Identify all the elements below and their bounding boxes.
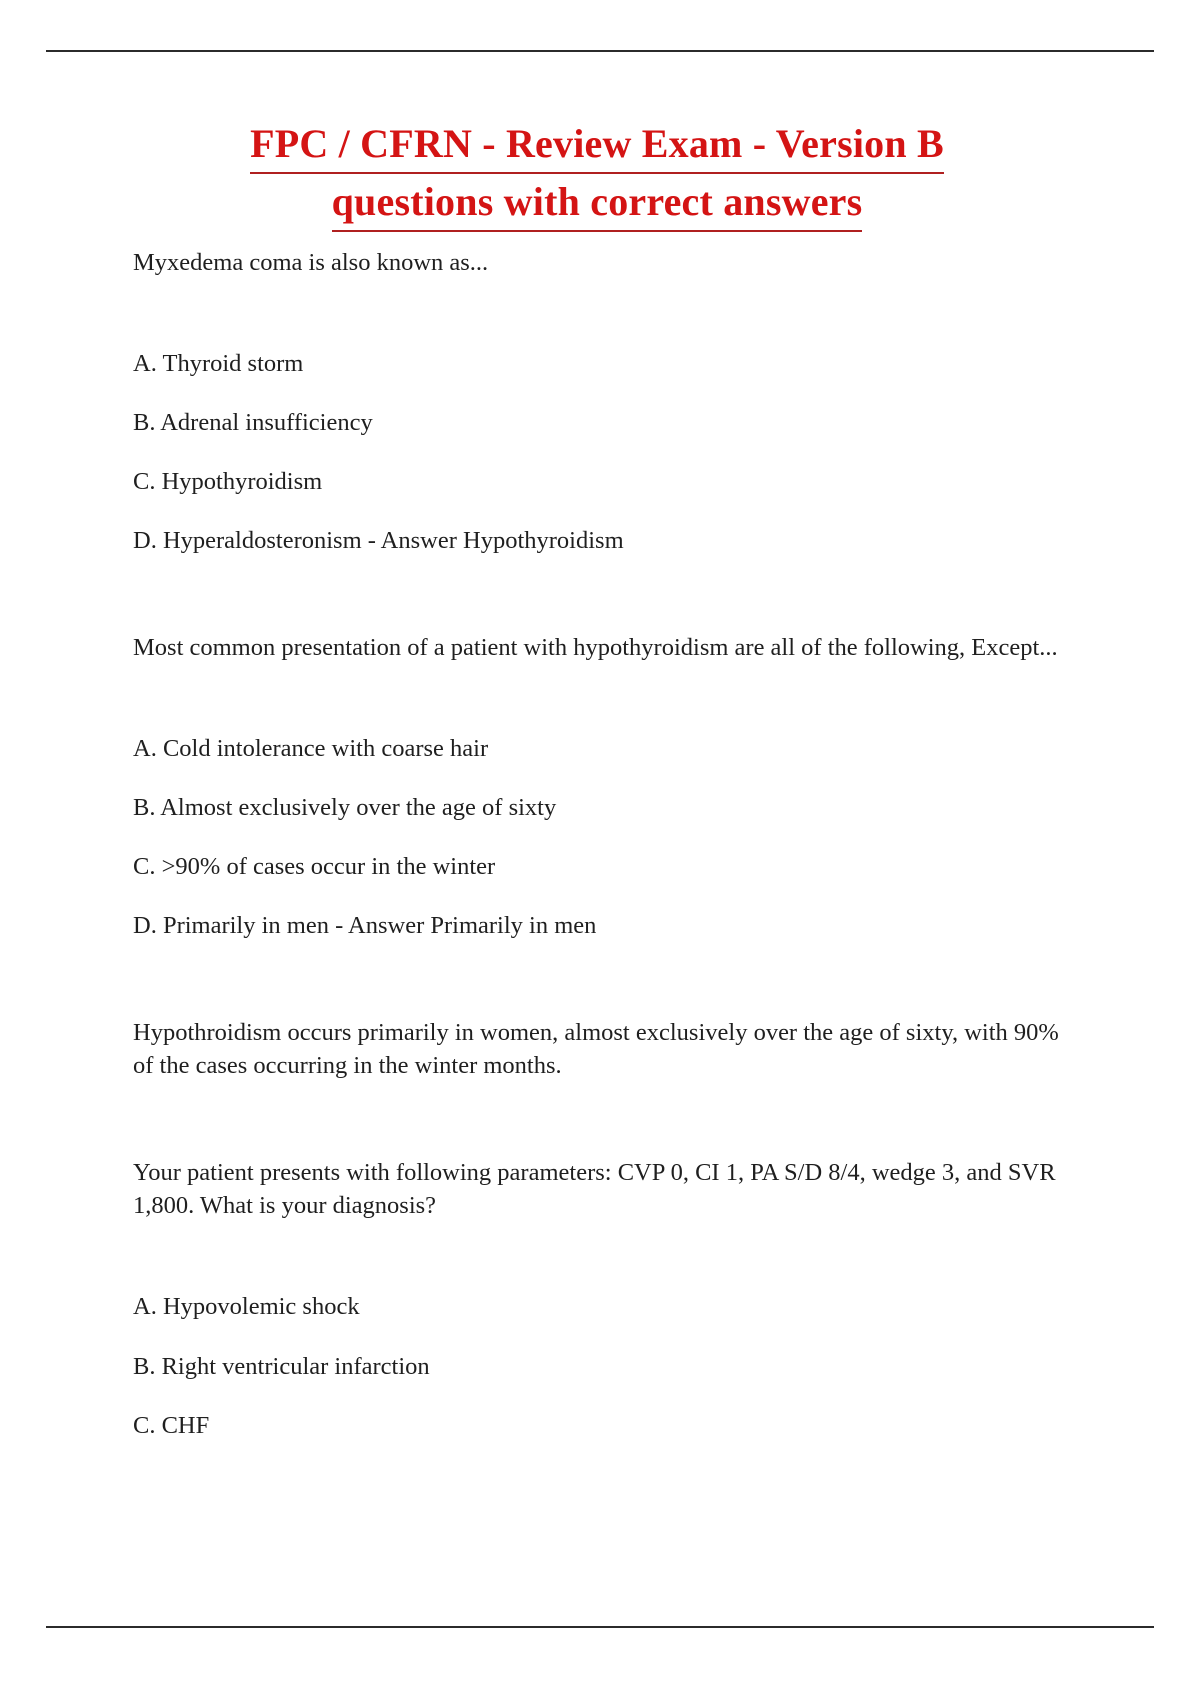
spacer bbox=[133, 942, 1061, 1016]
option-2-c: C. >90% of cases occur in the winter bbox=[133, 853, 496, 881]
explanation-note: Hypothroidism occurs primarily in women, almost exclusively over the age of sixty, with 90% of the cases occurring in the winter months. bbox=[133, 1019, 1059, 1080]
document-content bbox=[133, 118, 1061, 1442]
page-title bbox=[133, 118, 1061, 232]
page-title-line-2: questions with correct answers bbox=[332, 176, 863, 232]
page-top-rule bbox=[46, 50, 1154, 52]
option-1-d-with-answer: D. Hyperaldosteronism - Answer Hypothyroidism bbox=[133, 526, 624, 554]
option-3-a: A. Hypovolemic shock bbox=[133, 1293, 360, 1321]
option-3-b: B. Right ventricular infarction bbox=[133, 1352, 430, 1380]
question-block-1 bbox=[133, 246, 1061, 557]
question-3-options bbox=[133, 1290, 1061, 1441]
option-2-d-with-answer: D. Primarily in men - Answer Primarily in men bbox=[133, 912, 597, 940]
question-3-text: Your patient presents with following parameters: CVP 0, CI 1, PA S/D 8/4, wedge 3, and SVR 1,800. What is your diagnosis? bbox=[133, 1159, 1056, 1220]
spacer bbox=[133, 557, 1061, 631]
page-title-line-1: FPC / CFRN - Review Exam - Version B bbox=[250, 118, 944, 174]
page-bottom-rule bbox=[46, 1626, 1154, 1628]
option-2-a: A. Cold intolerance with coarse hair bbox=[133, 734, 489, 762]
question-2-text: Most common presentation of a patient with hypothyroidism are all of the following, Except... bbox=[133, 633, 1058, 661]
option-1-c: C. Hypothyroidism bbox=[133, 467, 323, 495]
option-1-b: B. Adrenal insufficiency bbox=[133, 408, 373, 436]
spacer bbox=[133, 279, 1061, 347]
question-block-2 bbox=[133, 631, 1061, 942]
question-1-options bbox=[133, 347, 1061, 557]
spacer bbox=[133, 1082, 1061, 1156]
option-3-c: C. CHF bbox=[133, 1411, 210, 1439]
option-2-b: B. Almost exclusively over the age of sixty bbox=[133, 794, 557, 822]
spacer bbox=[133, 664, 1061, 732]
question-1-text: Myxedema coma is also known as... bbox=[133, 248, 489, 276]
question-block-3 bbox=[133, 1156, 1061, 1441]
spacer bbox=[133, 1222, 1061, 1290]
question-2-options bbox=[133, 732, 1061, 942]
option-1-a: A. Thyroid storm bbox=[133, 349, 304, 377]
